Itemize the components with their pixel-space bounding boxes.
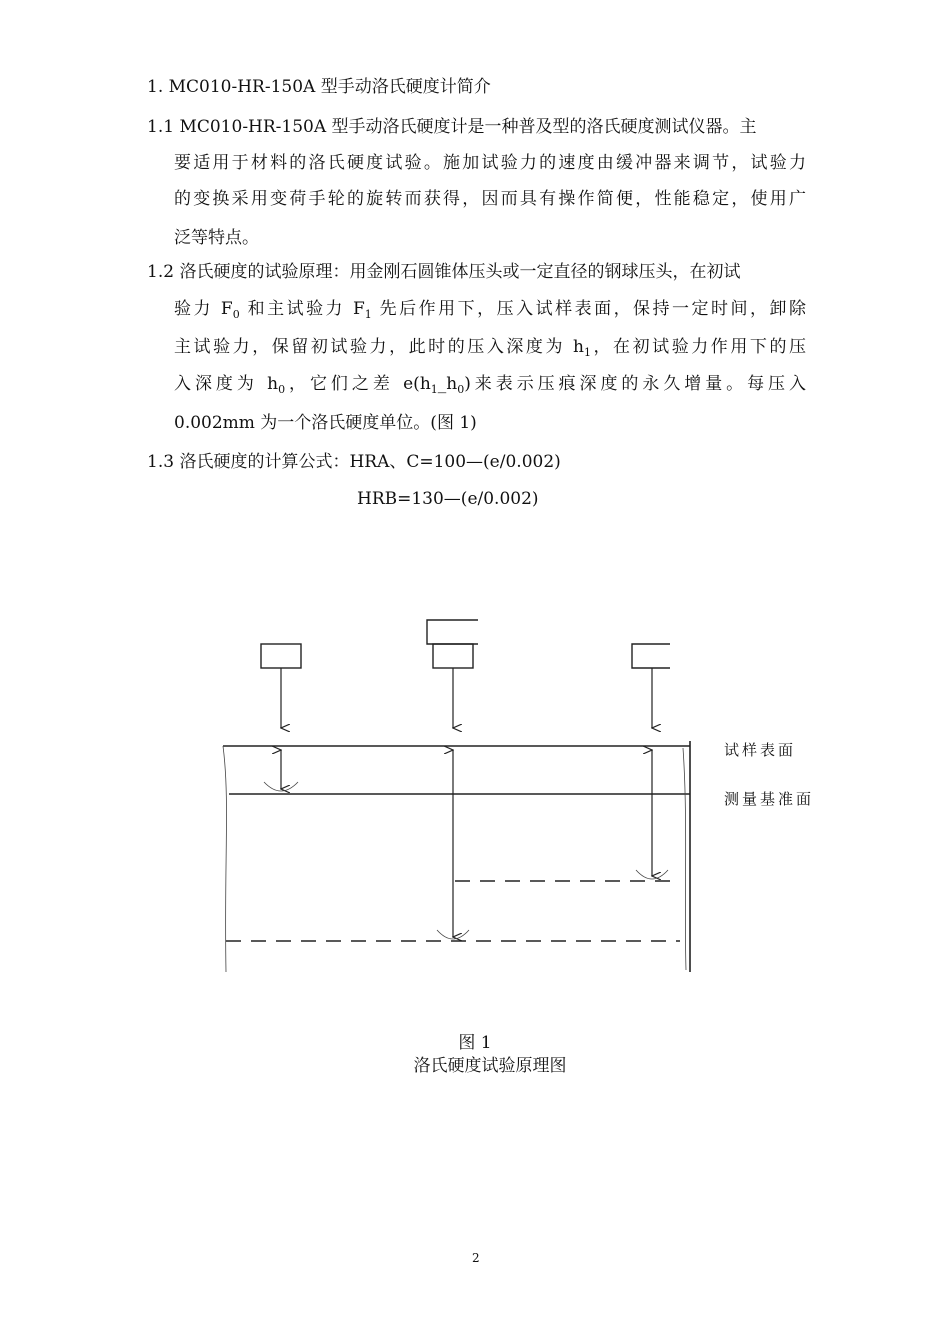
- paragraph-1-1-line-4: 泛等特点。: [174, 228, 259, 248]
- indenter-right: [632, 644, 670, 668]
- paragraph-1-1-line-3: 的变换采用变荷手轮的旋转而获得，因而具有操作简便，性能稳定，使用广: [174, 189, 806, 209]
- specimen-left-break: [223, 746, 227, 972]
- label-specimen-surface: 试样表面: [724, 741, 797, 759]
- paragraph-1-2-line-3: 主试验力，保留初试验力，此时的压入深度为 $h_1$，在初试验力作用下的压: [174, 337, 807, 359]
- figure-caption-title: 洛氏硬度试验原理图: [413, 1056, 567, 1076]
- section-heading: 1. MC010-HR-150A 型手动洛氏硬度计简介: [147, 77, 491, 97]
- subscript-0: 0: [278, 383, 286, 396]
- paragraph-number: 1.3: [147, 452, 175, 472]
- paragraph-number: 1.1: [147, 117, 175, 137]
- figure-caption-number: 图 1: [458, 1033, 492, 1053]
- paragraph-text: MC010-HR-150A 型手动洛氏硬度计是一种普及型的洛氏硬度测试仪器。主: [179, 117, 757, 137]
- paragraph-1-1-line-2: 要适用于材料的洛氏硬度试验。施加试验力的速度由缓冲器来调节，试验力: [174, 153, 806, 173]
- paragraph-1-2-line-2: 验力 $F_0$ 和主试验力 $F_1$ 先后作用下，压入试样表面，保持一定时间，卸除: [174, 299, 807, 321]
- subscript-0: 0: [232, 308, 240, 321]
- paragraph-text: 洛氏硬度的试验原理：用金刚石圆锥体压头或一定直径的钢球压头，在初试: [179, 262, 741, 282]
- indenter-middle-top: [427, 620, 478, 644]
- specimen-right-break: [683, 748, 686, 970]
- paragraph-1-2-line-4: 入深度为 $h_0$，它们之差 $e(h_1\_h_0)$来表示压痕深度的永久增量。每压入: [174, 374, 806, 396]
- subscript-0: 0: [457, 383, 465, 396]
- formula-hrb: HRB=130—(e/0.002): [357, 489, 539, 509]
- label-reference-plane: 测量基准面: [724, 790, 815, 808]
- subscript-1: 1: [364, 308, 372, 321]
- paragraph-number: 1.2: [147, 262, 175, 282]
- paragraph-1-2-line-5: 0.002mm 为一个洛氏硬度单位。(图 1): [174, 413, 477, 433]
- indenter-left: [261, 644, 301, 668]
- page-number: 2: [472, 1251, 480, 1265]
- indenter-middle: [433, 644, 473, 668]
- subscript-1: 1: [583, 346, 591, 359]
- subscript-1: 1: [430, 383, 438, 396]
- formula-hra-c: 洛氏硬度的计算公式：HRA、C=100—(e/0.002): [179, 452, 561, 472]
